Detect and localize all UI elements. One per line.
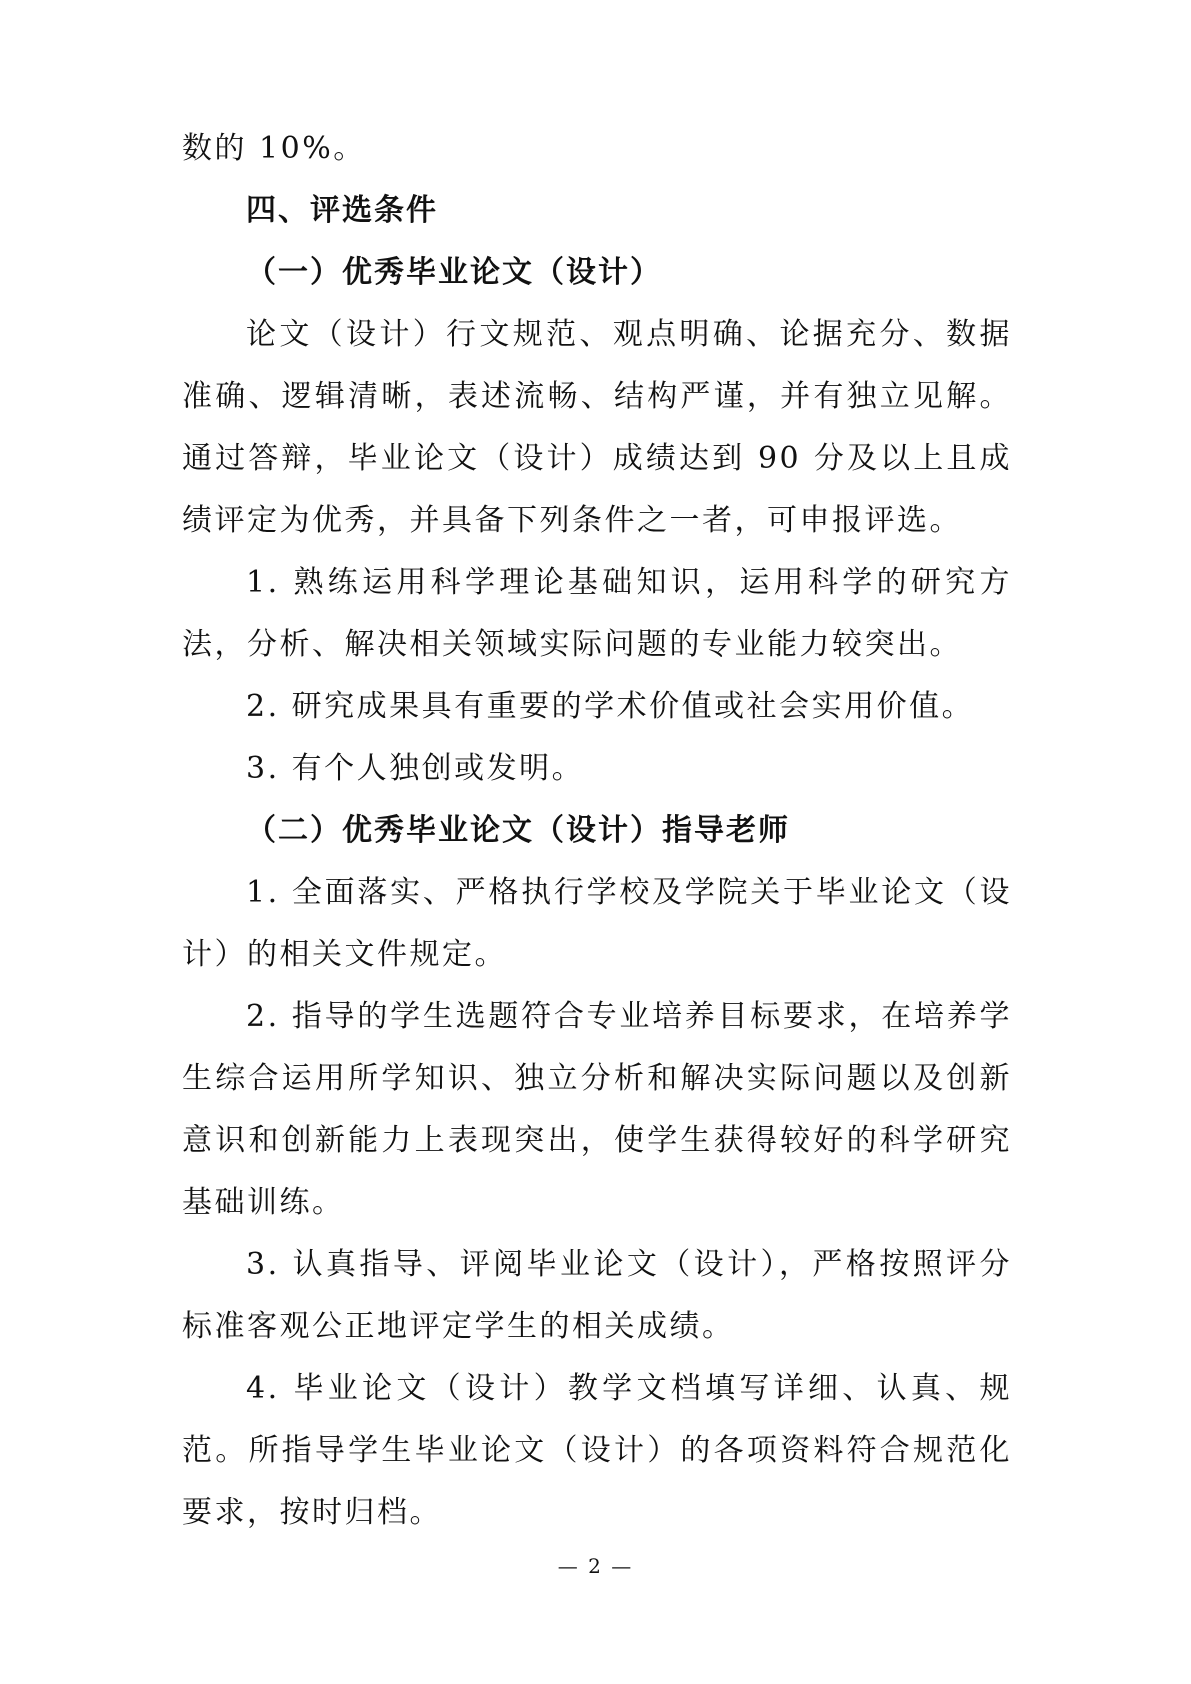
document-body [182, 118, 1012, 1544]
subsection-title-2: （二）优秀毕业论文（设计）指导老师 [246, 813, 790, 848]
section-title: 四、评选条件 [246, 193, 438, 228]
advisor-criteria-item: 3. 认真指导、评阅毕业论文（设计），严格按照评分标准客观公正地评定学生的相关成绩。 [182, 1247, 1012, 1344]
criteria-item: 3. 有个人独创或发明。 [246, 751, 585, 786]
subsection-1-intro: 论文（设计）行文规范、观点明确、论据充分、数据准确、逻辑清晰，表述流畅、结构严谨，并有独立见解。通过答辩，毕业论文（设计）成绩达到 90 分及以上且成绩评定为优秀，并具备下列条件之一者，可申报评选。 [182, 317, 1012, 538]
criteria-item: 2. 研究成果具有重要的学术价值或社会实用价值。 [246, 689, 975, 724]
continuation-text: 数的 10%。 [182, 131, 366, 166]
subsection-title-1: （一）优秀毕业论文（设计） [246, 255, 662, 290]
advisor-criteria-item: 1. 全面落实、严格执行学校及学院关于毕业论文（设计）的相关文件规定。 [182, 875, 1012, 972]
criteria-item: 1. 熟练运用科学理论基础知识，运用科学的研究方法，分析、解决相关领域实际问题的专业能力较突出。 [182, 565, 1012, 662]
advisor-criteria-item: 2. 指导的学生选题符合专业培养目标要求，在培养学生综合运用所学知识、独立分析和解决实际问题以及创新意识和创新能力上表现突出，使学生获得较好的科学研究基础训练。 [182, 999, 1012, 1220]
page-number: — 2 — [557, 1554, 634, 1578]
advisor-criteria-item: 4. 毕业论文（设计）教学文档填写详细、认真、规范。所指导学生毕业论文（设计）的各项资料符合规范化要求，按时归档。 [182, 1371, 1012, 1530]
